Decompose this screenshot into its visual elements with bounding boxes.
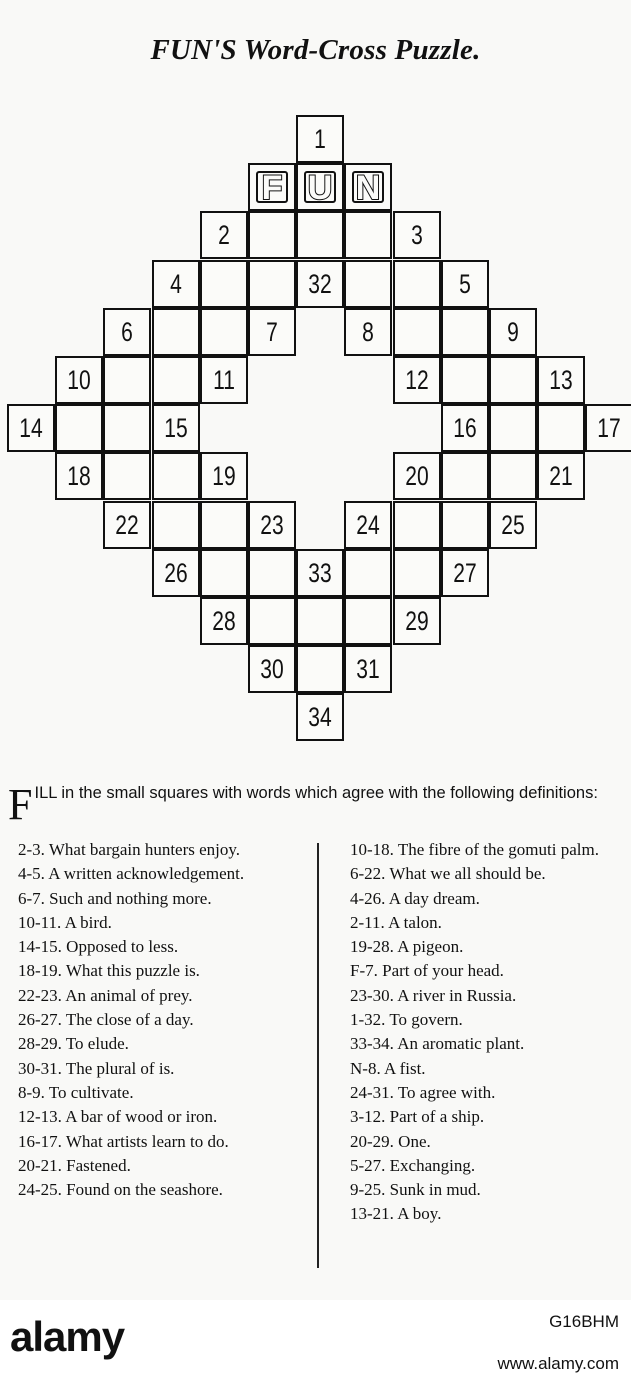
clue-item: 19-28. A pigeon. [350,937,464,957]
grid-cell [585,404,631,452]
grid-cell [344,211,392,259]
grid-cell [200,452,248,500]
grid-cell [7,404,55,452]
clue-item: 10-18. The fibre of the gomuti palm. [350,840,599,859]
grid-cell [248,645,296,693]
clue-item: 5-27. Exchanging. [350,1155,476,1175]
clue-item: 2-3. What bargain hunters enjoy. [18,840,241,859]
clue-item: 6-22. What we all should be. [350,864,546,884]
clue-item: 1-32. To govern. [350,1010,463,1030]
cell-number: 23 [260,510,284,540]
grid-cell [296,549,344,597]
grid-cell [441,356,489,404]
clue-item: 22-23. An animal of prey. [18,985,193,1005]
cell-number: 1 [314,124,326,154]
grid-cell [441,501,489,549]
instructions [8,780,623,829]
grid-cell [441,308,489,356]
grid-cell [296,211,344,259]
grid-cell [103,308,151,356]
grid-cell [248,211,296,259]
grid-cell [248,597,296,645]
image-id: G16BHM [549,1312,619,1331]
column-divider [317,843,319,1268]
cell-number: 31 [356,654,380,684]
grid-cell [344,597,392,645]
cell-number: 29 [405,606,429,636]
grid-cell [393,597,441,645]
grid-cell [537,356,585,404]
grid-cell [393,501,441,549]
clue-item: 12-13. A bar of wood or iron. [18,1107,218,1127]
grid-cell [393,260,441,308]
grid-cell [344,260,392,308]
grid-cell [248,260,296,308]
clue-item: 2-11. A talon. [350,912,442,932]
cell-number: 34 [308,702,332,732]
cell-number: 12 [405,365,429,395]
clue-item: 24-31. To agree with. [350,1082,496,1102]
drop-cap: F [8,780,33,829]
grid-cell [248,501,296,549]
clue-item: 20-29. One. [350,1131,431,1151]
cell-number: 7 [266,317,278,347]
cell-number: 10 [67,365,91,395]
grid-cell [200,501,248,549]
grid-cell [489,452,537,500]
grid-cell [152,452,200,500]
cell-number: 25 [501,510,525,540]
cell-number: 28 [212,606,236,636]
grid-cell [393,356,441,404]
clue-item: 26-27. The close of a day. [18,1010,194,1030]
clues-column-right [340,838,630,1227]
clue-item: 9-25. Sunk in mud. [350,1180,481,1200]
clue-item: 4-26. A day dream. [350,888,480,908]
grid-cell [393,308,441,356]
clue-item: 6-7. Such and nothing more. [18,888,212,908]
grid-cell [344,501,392,549]
grid-cell [344,549,392,597]
cell-number: 27 [453,558,477,588]
cell-number: 5 [459,269,471,299]
grid-cell [152,404,200,452]
clue-item: 28-29. To elude. [18,1034,129,1054]
grid-cell [200,549,248,597]
grid-cell [441,404,489,452]
cell-number: 2 [218,220,230,250]
instructions-text: ILL in the small squares with words which agree with the following definitions: [34,784,598,802]
grid-cell [152,549,200,597]
clue-item: N-8. A fist. [350,1058,426,1078]
cell-number: 6 [121,317,133,347]
cell-number: 30 [260,654,284,684]
cell-number: 20 [405,461,429,491]
clue-item: 33-34. An aromatic plant. [350,1034,525,1054]
cell-number: 33 [308,558,332,588]
grid-cell [393,211,441,259]
clue-item: 13-21. A boy. [350,1204,442,1224]
cell-number: 26 [164,558,188,588]
grid-cell [103,501,151,549]
grid-cell [393,452,441,500]
cell-number: 18 [67,461,91,491]
grid-cell [489,356,537,404]
clue-item: 8-9. To cultivate. [18,1082,134,1102]
grid-cell [296,115,344,163]
cell-number: 24 [356,510,380,540]
cell-letter: N [355,169,381,207]
grid-cell [248,163,296,211]
grid-cell [393,549,441,597]
grid-cell [200,356,248,404]
grid-cell [152,356,200,404]
cell-number: 21 [549,461,573,491]
grid-cell [296,597,344,645]
puzzle-title: FUN'S Word-Cross Puzzle. [150,34,481,66]
grid-cell [489,404,537,452]
grid-cell [344,308,392,356]
grid-cell [103,404,151,452]
clue-item: 10-11. A bird. [18,912,112,932]
cell-number: 19 [212,461,236,491]
grid-cell [296,260,344,308]
clue-item: 23-30. A river in Russia. [350,985,517,1005]
grid-cell [103,356,151,404]
grid-cell [248,549,296,597]
alamy-logo: alamy [10,1313,125,1360]
grid-cell [441,452,489,500]
cell-number: 14 [19,413,43,443]
cell-number: 17 [597,413,621,443]
grid-cell [55,404,103,452]
clue-item: 3-12. Part of a ship. [350,1107,485,1127]
grid-cell [296,693,344,741]
clue-item: 16-17. What artists learn to do. [18,1131,229,1151]
grid-cell [441,260,489,308]
grid-cell [296,163,344,211]
grid-cell [152,501,200,549]
clue-item: 14-15. Opposed to less. [18,937,179,957]
cell-letter: F [261,169,283,207]
cell-number: 11 [213,365,235,395]
cell-number: 15 [164,413,188,443]
cell-number: 13 [549,365,573,395]
clue-item: 4-5. A written acknowledgement. [18,864,245,884]
grid-cell [200,597,248,645]
cell-number: 16 [453,413,477,443]
grid-cell [537,404,585,452]
cell-number: 22 [115,510,139,540]
grid-cell [55,356,103,404]
grid-cell [537,452,585,500]
grid-cell [103,452,151,500]
clue-item: 30-31. The plural of is. [18,1058,175,1078]
clue-item: 18-19. What this puzzle is. [18,961,200,981]
grid-cell [200,308,248,356]
clue-item: 20-21. Fastened. [18,1155,131,1175]
cell-number: 8 [362,317,374,347]
grid-cell [248,308,296,356]
cell-number: 3 [411,220,423,250]
grid-cell [200,211,248,259]
grid-cell [344,645,392,693]
grid-cell [200,260,248,308]
clue-item: 24-25. Found on the seashore. [18,1180,223,1200]
cell-number: 32 [308,269,332,299]
grid-cell [296,645,344,693]
grid-cell [152,260,200,308]
grid-cell [489,308,537,356]
grid-cell [489,501,537,549]
clues-column-left [8,838,308,1202]
cell-number: 4 [170,269,182,299]
grid-cell [441,549,489,597]
site-url: www.alamy.com [497,1354,619,1373]
cell-number: 9 [507,317,519,347]
grid-cell [55,452,103,500]
grid-cell [344,163,392,211]
clue-item: F-7. Part of your head. [350,961,504,981]
cell-letter: U [307,169,333,207]
grid-cell [152,308,200,356]
